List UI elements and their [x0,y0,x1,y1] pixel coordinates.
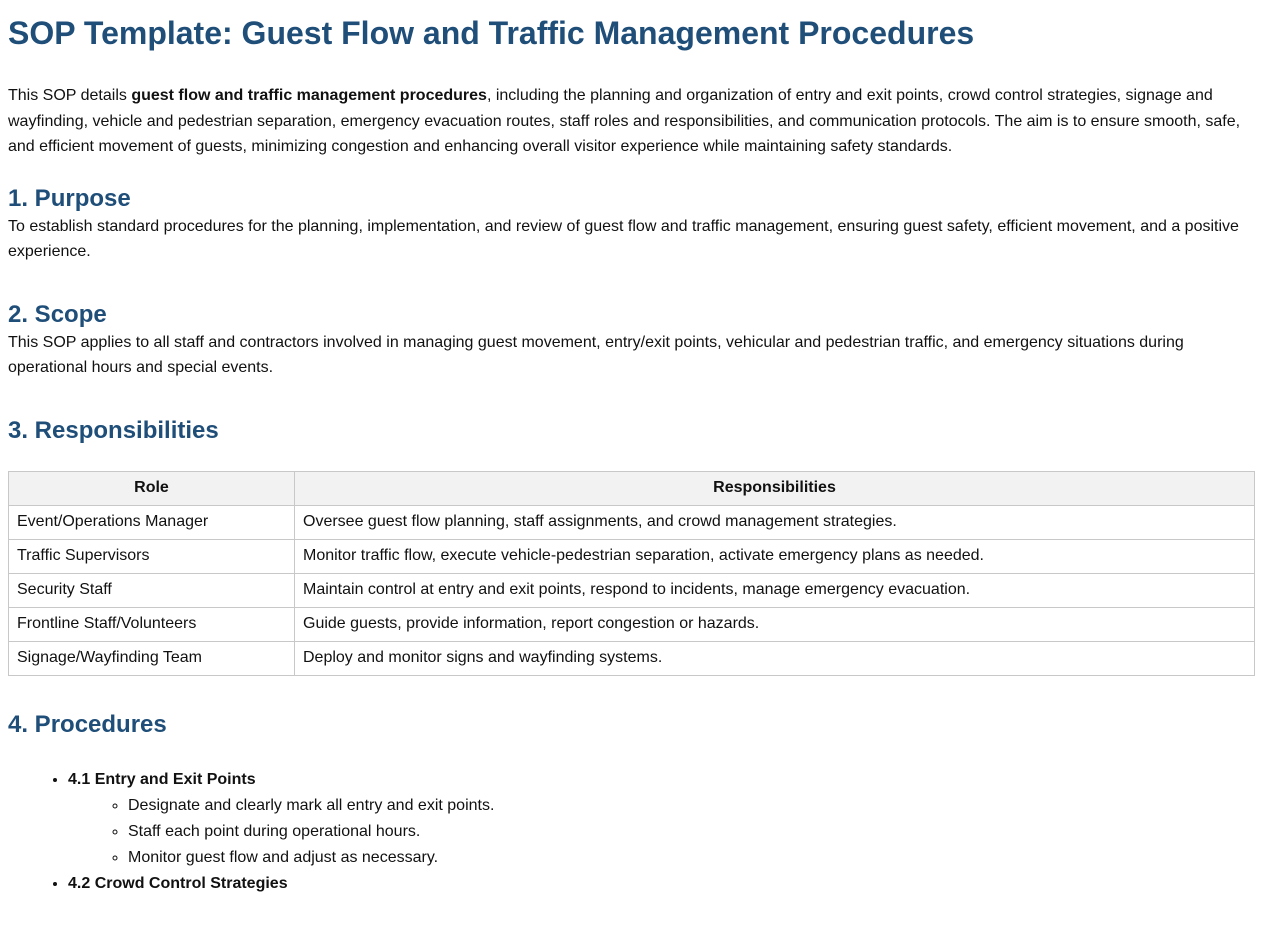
table-row [9,641,1255,675]
page-title: SOP Template: Guest Flow and Traffic Management Procedures [8,15,975,51]
scope-heading: 2. Scope [8,300,107,328]
table-row [9,607,1255,641]
responsibilities-table [8,471,1255,676]
procedures-list [8,767,1255,897]
intro-text-before: This SOP details [8,87,132,104]
list-item [68,767,1255,871]
table-row [9,539,1255,573]
list-item: ◦ Designate and clearly mark all entry and exit points. [128,793,1255,819]
table-header-row [9,471,1255,505]
responsibility-cell: Maintain control at entry and exit points, respond to incidents, manage emergency evacuation. [295,573,1255,607]
responsibility-cell: Oversee guest flow planning, staff assignments, and crowd management strategies. [295,505,1255,539]
purpose-text: To establish standard procedures for the planning, implementation, and review of guest flow and traffic management, ensuring guest safety, efficient movement, and a positive experience. [8,217,1239,260]
responsibilities-heading: 3. Responsibilities [8,416,219,444]
header-responsibilities: Responsibilities [295,471,1255,505]
list-item: ◦ Staff each point during operational hours. [128,819,1255,845]
intro-text-bold: guest flow and traffic management procedures [131,87,487,104]
procedure-steps [68,793,1255,871]
table-row [9,505,1255,539]
scope-text: This SOP applies to all staff and contractors involved in managing guest movement, entry/exit points, vehicular and pedestrian traffic, and emergency situations during operational hours and special events. [8,333,1184,376]
role-cell: Frontline Staff/Volunteers [9,607,295,641]
procedures-heading: 4. Procedures [8,710,167,738]
list-item [68,871,1255,897]
procedure-title: 4.2 Crowd Control Strategies [68,874,288,892]
role-cell: Traffic Supervisors [9,539,295,573]
responsibility-cell: Deploy and monitor signs and wayfinding systems. [295,641,1255,675]
responsibility-cell: Monitor traffic flow, execute vehicle-pedestrian separation, activate emergency plans as needed. [295,539,1255,573]
purpose-heading: 1. Purpose [8,184,131,212]
table-row [9,573,1255,607]
role-cell: Event/Operations Manager [9,505,295,539]
role-cell: Security Staff [9,573,295,607]
role-cell: Signage/Wayfinding Team [9,641,295,675]
list-item: ◦ Monitor guest flow and adjust as necessary. [128,845,1255,871]
procedure-title: 4.1 Entry and Exit Points [68,770,256,788]
intro-paragraph [8,83,1255,160]
responsibility-cell: Guide guests, provide information, report congestion or hazards. [295,607,1255,641]
header-role: Role [9,471,295,505]
intro-text-after: , including the planning and organization of entry and exit points, crowd control strategies, signage and wayfinding, vehicle and pedestrian separation, emergency evacuation routes, staff roles and responsibilities, and communication protocols. The aim is to ensure smooth, safe, and efficient movement of guests, minimizing congestion and enhancing overall visitor experience while maintaining safety standards. [8,87,1241,155]
